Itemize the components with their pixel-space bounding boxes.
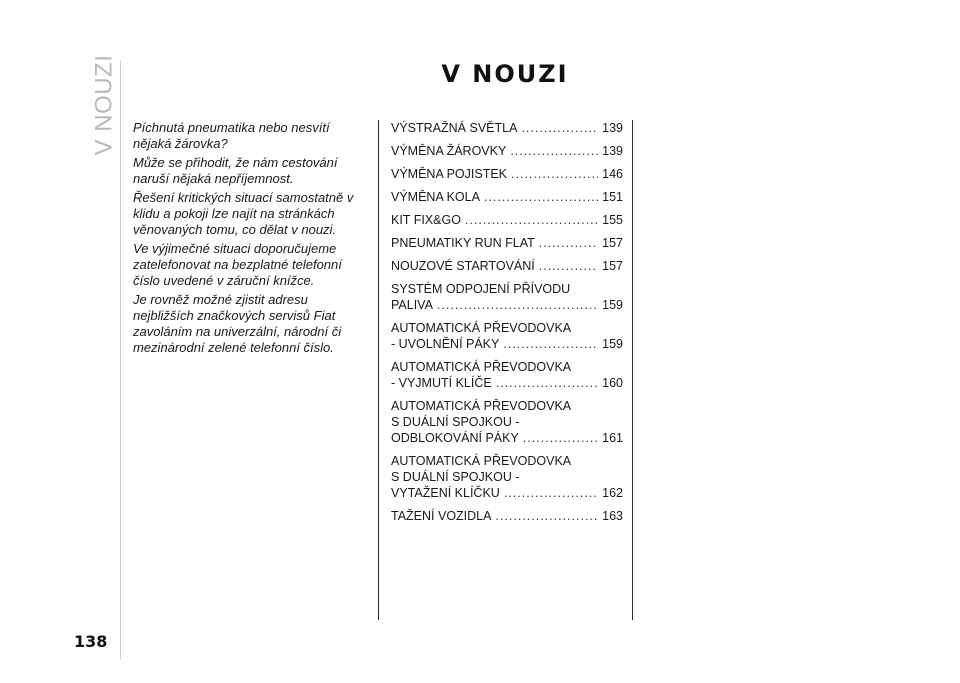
toc-entry-title-line: S DUÁLNÍ SPOJKOU - — [391, 470, 520, 484]
toc-dot-leader — [495, 508, 598, 524]
intro-paragraph: Píchnutá pneumatika nebo nesvítí nějaká žárovka? — [133, 120, 330, 151]
toc-entry-title-line: S DUÁLNÍ SPOJKOU - — [391, 415, 520, 429]
toc-dot-leader — [539, 258, 598, 274]
toc-entry-title: PNEUMATIKY RUN FLAT — [391, 236, 535, 250]
toc-entry-line — [391, 189, 623, 205]
toc-entry-title-line: AUTOMATICKÁ PŘEVODOVKA — [391, 321, 572, 335]
toc-entry-line — [391, 166, 623, 182]
page-title: V NOUZI — [441, 60, 569, 88]
toc-dot-leader — [437, 297, 598, 313]
toc-entry[interactable] — [391, 258, 623, 274]
toc-entry-title-line: AUTOMATICKÁ PŘEVODOVKA — [391, 454, 572, 468]
toc-entry[interactable] — [391, 235, 623, 251]
toc-dot-leader — [504, 485, 598, 501]
toc-entry-title: KIT FIX&GO — [391, 213, 461, 227]
toc-entry-title-line: SYSTÉM ODPOJENÍ PŘÍVODU — [391, 282, 571, 296]
toc-entry[interactable] — [391, 166, 623, 182]
toc-entry-title: VÝSTRAŽNÁ SVĚTLA — [391, 121, 518, 135]
toc-dot-leader — [503, 336, 598, 352]
toc-page-number: 139 — [602, 121, 623, 135]
toc-entry-title: TAŽENÍ VOZIDLA — [391, 509, 492, 523]
toc-entry-line — [391, 430, 623, 446]
toc-page-number: 151 — [602, 190, 623, 204]
toc-entry[interactable] — [391, 508, 623, 524]
toc-page-number: 155 — [602, 213, 623, 227]
toc-page-number: 159 — [602, 298, 623, 312]
toc-dot-leader — [484, 189, 598, 205]
toc-dot-leader — [465, 212, 598, 228]
toc-dot-leader — [510, 143, 598, 159]
toc-entry[interactable] — [391, 189, 623, 205]
toc-entry-line — [391, 143, 623, 159]
intro-paragraph: Může se přihodit, že nám cestování naruší nějaká nepříjemnost. — [133, 155, 338, 186]
toc-entry-title: PALIVA — [391, 298, 433, 312]
toc-page-number: 157 — [602, 259, 623, 273]
toc-dot-leader — [521, 120, 598, 136]
page-number: 138 — [74, 632, 108, 651]
toc-entry-line — [391, 508, 623, 524]
intro-text — [133, 120, 355, 359]
toc-entry-line — [391, 297, 623, 313]
intro-paragraph: Je rovněž možné zjistit adresu nejbližších značkových servisů Fiat zavoláním na univerzální, národní či mezinárodní zelené telefonní číslo. — [133, 292, 342, 355]
toc-entry-title: VÝMĚNA KOLA — [391, 190, 480, 204]
toc-entry-title: VÝMĚNA ŽÁROVKY — [391, 144, 507, 158]
toc-entry[interactable] — [391, 212, 623, 228]
toc-entry[interactable] — [391, 320, 623, 352]
toc-entry-line — [391, 235, 623, 251]
toc-page-number: 162 — [602, 486, 623, 500]
toc-page-number: 160 — [602, 376, 623, 390]
toc-entry[interactable] — [391, 281, 623, 313]
intro-paragraph: Řešení kritických situací samostatně v klidu a pokoji lze najít na stránkách věnovaných tomu, co dělat v nouzi. — [133, 190, 354, 237]
side-divider — [120, 60, 121, 660]
toc-entry[interactable] — [391, 120, 623, 136]
toc-entry-title-line: AUTOMATICKÁ PŘEVODOVKA — [391, 360, 572, 374]
toc-entry-line — [391, 375, 623, 391]
toc-entry[interactable] — [391, 398, 623, 446]
toc-page-number: 139 — [602, 144, 623, 158]
toc-dot-leader — [496, 375, 598, 391]
toc-entry-line — [391, 212, 623, 228]
toc-entry-line — [391, 336, 623, 352]
side-section-label — [74, 54, 134, 156]
toc-entry-line — [391, 258, 623, 274]
toc-entry[interactable] — [391, 143, 623, 159]
toc-entry[interactable] — [391, 359, 623, 391]
intro-paragraph: Ve výjimečné situaci doporučujeme zatelefonovat na bezplatné telefonní číslo uvedené v záruční knížce. — [133, 241, 342, 288]
toc-page-number: 159 — [602, 337, 623, 351]
toc-page-number: 157 — [602, 236, 623, 250]
toc-dot-leader — [539, 235, 598, 251]
toc-entry-title: ODBLOKOVÁNÍ PÁKY — [391, 431, 519, 445]
toc-entry-line — [391, 485, 623, 501]
toc-page-number: 163 — [602, 509, 623, 523]
toc-entry-line — [391, 120, 623, 136]
side-section-label-text: V NOUZI — [90, 54, 117, 156]
toc-page-number: 146 — [602, 167, 623, 181]
toc-entry-title: - UVOLNĚNÍ PÁKY — [391, 337, 500, 351]
toc-entry-title-line: AUTOMATICKÁ PŘEVODOVKA — [391, 399, 572, 413]
toc-entry-title: NOUZOVÉ STARTOVÁNÍ — [391, 259, 535, 273]
toc-page-number: 161 — [602, 431, 623, 445]
toc-dot-leader — [511, 166, 598, 182]
toc-dot-leader — [523, 430, 598, 446]
table-of-contents — [391, 120, 623, 531]
toc-entry-title: - VYJMUTÍ KLÍČE — [391, 376, 492, 390]
toc-right-divider — [632, 120, 633, 620]
toc-entry[interactable] — [391, 453, 623, 501]
toc-left-divider — [378, 120, 379, 620]
toc-entry-title: VYTAŽENÍ KLÍČKU — [391, 486, 500, 500]
toc-entry-title: VÝMĚNA POJISTEK — [391, 167, 508, 181]
